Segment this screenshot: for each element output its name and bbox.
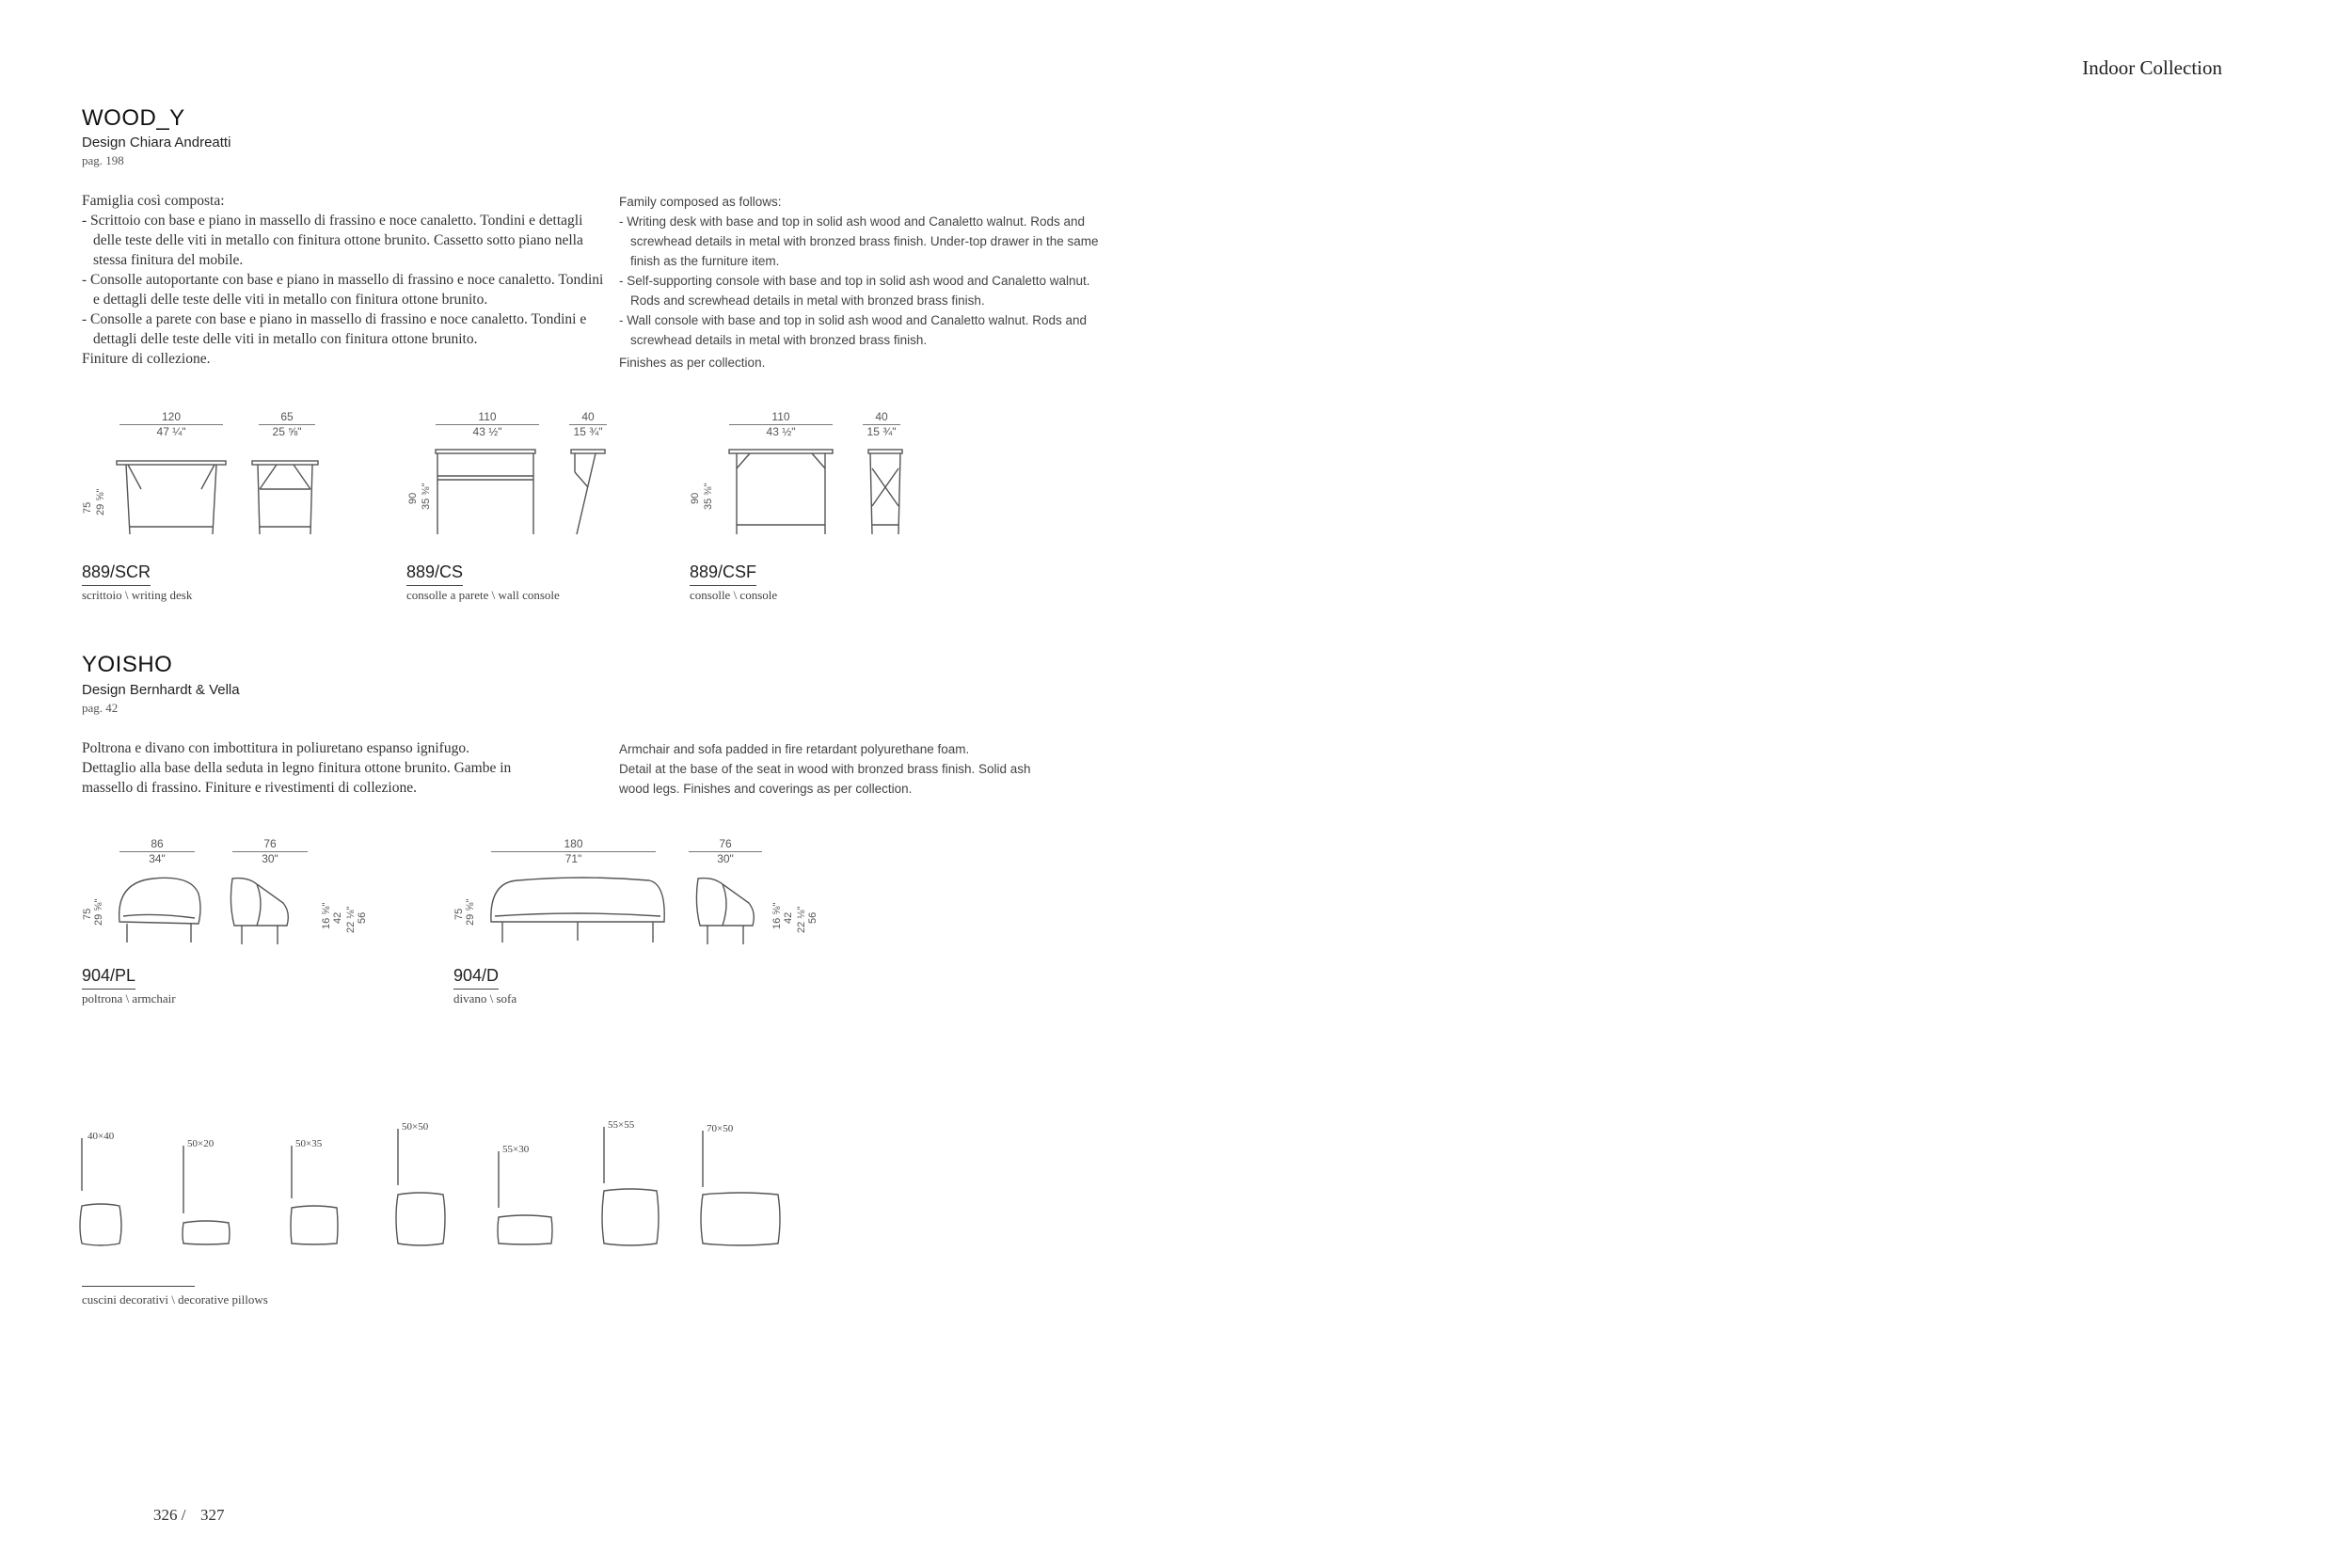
dim-in: 43 ½" (472, 425, 502, 438)
dim-cm: 90 (407, 492, 419, 504)
dim-in: 35 ⅜" (421, 483, 432, 510)
pillow-drawing (292, 1146, 358, 1249)
console-drawing (729, 450, 917, 536)
product-889-scr-drawing (82, 410, 364, 542)
dim-in: 15 ¾" (866, 425, 897, 438)
height-dimension-in (703, 483, 714, 510)
seat-height-dimension-in: 16 ⅝" (771, 902, 783, 929)
height-dimension: 75 (453, 908, 465, 920)
pillow-drawing (398, 1129, 464, 1251)
width-dimension (491, 837, 656, 865)
pillow-size: 55×30 (502, 1144, 530, 1155)
depth-dimension (569, 410, 607, 438)
wood-y-english-description (619, 192, 1120, 372)
en-line: Armchair and sofa padded in fire retardant polyurethane foam. (619, 742, 970, 756)
height-dimension (407, 493, 419, 504)
product-code: 889/CSF (690, 562, 756, 586)
seat-height-dimension: 42 (332, 911, 343, 924)
en-item: - Wall console with base and top in solid ash wood and Canaletto walnut. Rods and screwhead details in metal with bronzed brass finish. (619, 313, 1088, 347)
arm-height-dimension: 56 (807, 911, 818, 924)
depth-dimension (863, 410, 900, 438)
dim-cm: 90 (690, 492, 701, 504)
dim-cm: 110 (436, 410, 539, 425)
product-code: 889/SCR (82, 562, 151, 586)
pillow-size: 40×40 (87, 1131, 115, 1142)
seat-height-dimension-in: 16 ⅝" (321, 902, 332, 929)
en-intro: Family composed as follows: (619, 195, 782, 209)
product-caption: scrittoio \ writing desk (82, 588, 193, 602)
pillows-divider (82, 1286, 195, 1287)
height-dimension (690, 493, 701, 504)
pillow-size: 55×55 (608, 1119, 635, 1131)
yoisho-english-description (619, 739, 1127, 799)
arm-height-dimension-in: 22 ⅛" (796, 906, 807, 933)
dim-in: 30" (717, 852, 734, 865)
pillow-size: 70×50 (707, 1123, 734, 1134)
height-dimension-in (421, 483, 432, 510)
dim-cm: 76 (689, 837, 762, 852)
yoisho-title: YOISHO (82, 652, 173, 677)
left-page-number: 326 / (153, 1506, 186, 1524)
dim-in: 15 ¾" (573, 425, 603, 438)
it-line: massello di frassino. Finiture e rivestimenti di collezione. (82, 780, 417, 796)
collection-header: Indoor Collection (2082, 56, 2222, 79)
it-item: - Scrittoio con base e piano in massello di frassino e noce canaletto. Tondini e dettagli delle teste delle viti in metallo con finitura ottone brunito. Cassetto sotto piano nella stessa finitura del mobile. (82, 213, 583, 268)
dim-in: 29 ⅝" (95, 488, 106, 515)
product-904-d-drawing (453, 837, 849, 955)
wood-y-title: WOOD_Y (82, 105, 185, 131)
depth-dimension (689, 837, 762, 865)
it-item: - Consolle a parete con base e piano in massello di frassino e noce canaletto. Tondini e dettagli delle teste delle viti in metallo con finitura ottone brunito. (82, 311, 587, 347)
dim-cm: 76 (232, 837, 308, 852)
product-caption: consolle \ console (690, 588, 778, 602)
en-item: - Self-supporting console with base and top in solid ash wood and Canaletto walnut. Rods and screwhead details in metal with bronzed brass finish. (619, 274, 1090, 308)
product-904-pl-drawing (82, 837, 383, 955)
it-intro: Famiglia così composta: (82, 193, 225, 209)
product-caption: consolle a parete \ wall console (406, 588, 560, 602)
product-889-csf-drawing (690, 410, 915, 542)
decorative-pillows-group (82, 1119, 797, 1260)
it-item: - Consolle autoportante con base e piano in massello di frassino e noce canaletto. Tondini e dettagli delle teste delle viti in metallo con finitura ottone brunito. (82, 272, 604, 308)
wood-y-designer: Design Chiara Andreatti (82, 135, 231, 150)
it-line: Dettaglio alla base della seduta in legno finitura ottone brunito. Gambe in (82, 760, 512, 776)
height-dimension-in: 29 ⅝" (93, 898, 104, 926)
wood-y-page-ref: pag. 198 (82, 153, 124, 167)
dim-in: 34" (149, 852, 166, 865)
pillow-drawing (703, 1131, 787, 1253)
wood-y-italian-description (82, 191, 605, 369)
product-code: 889/CS (406, 562, 463, 586)
wall-console-drawing (436, 450, 624, 536)
depth-dimension (232, 837, 308, 865)
dim-cm: 40 (569, 410, 607, 425)
right-page-number: 327 (200, 1506, 225, 1524)
dim-in: 47 ¼" (156, 425, 186, 438)
dim-in: 43 ½" (766, 425, 796, 438)
pillow-size: 50×35 (295, 1138, 323, 1149)
en-item: - Writing desk with base and top in solid ash wood and Canaletto walnut. Rods and screwhead details in metal with bronzed brass finish. Under-top drawer in the same finish as the furniture item. (619, 214, 1099, 268)
pillow-drawing (499, 1151, 564, 1255)
product-889-cs-drawing (407, 410, 614, 542)
dim-cm: 110 (729, 410, 833, 425)
en-line: Detail at the base of the seat in wood with bronzed brass finish. Solid ash (619, 762, 1031, 776)
dim-in: 35 ⅜" (703, 483, 714, 510)
it-outro: Finiture di collezione. (82, 351, 211, 367)
dim-cm: 180 (491, 837, 656, 852)
product-code: 904/D (453, 966, 499, 990)
yoisho-designer: Design Bernhardt & Vella (82, 682, 240, 698)
height-dimension-in: 29 ⅝" (465, 898, 476, 926)
product-caption: poltrona \ armchair (82, 991, 176, 1006)
arm-height-dimension-in: 22 ⅛" (345, 906, 357, 933)
dim-cm: 75 (82, 501, 93, 514)
dim-in: 25 ⅝" (272, 425, 302, 438)
pillow-drawing (82, 1138, 138, 1251)
arm-height-dimension: 56 (357, 911, 368, 924)
product-caption: divano \ sofa (453, 991, 517, 1006)
dim-cm: 120 (119, 410, 223, 425)
dim-in: 71" (564, 852, 582, 865)
writing-desk-drawing (117, 461, 324, 536)
pillow-drawing (183, 1146, 249, 1249)
dim-cm: 65 (259, 410, 315, 425)
width-dimension (119, 410, 223, 438)
width-dimension (729, 410, 833, 438)
sofa-drawing (489, 875, 809, 950)
it-line: Poltrona e divano con imbottitura in poliuretano espanso ignifugo. (82, 740, 469, 756)
pillow-size: 50×50 (402, 1121, 429, 1132)
yoisho-page-ref: pag. 42 (82, 701, 119, 715)
en-line: wood legs. Finishes and coverings as per collection. (619, 782, 913, 796)
dim-in: 30" (262, 852, 278, 865)
depth-dimension (259, 410, 315, 438)
height-dimension (82, 502, 93, 514)
en-outro: Finishes as per collection. (619, 356, 766, 370)
height-dimension-in (95, 489, 106, 515)
width-dimension (119, 837, 195, 865)
pillow-size: 50×20 (187, 1138, 215, 1149)
height-dimension: 75 (82, 908, 93, 920)
pillows-caption: cuscini decorativi \ decorative pillows (82, 1292, 268, 1307)
seat-height-dimension: 42 (783, 911, 794, 924)
armchair-drawing (116, 875, 360, 950)
yoisho-italian-description (82, 738, 609, 798)
width-dimension (436, 410, 539, 438)
product-code: 904/PL (82, 966, 135, 990)
dim-cm: 40 (863, 410, 900, 425)
dim-cm: 86 (119, 837, 195, 852)
pillow-drawing (604, 1127, 670, 1249)
